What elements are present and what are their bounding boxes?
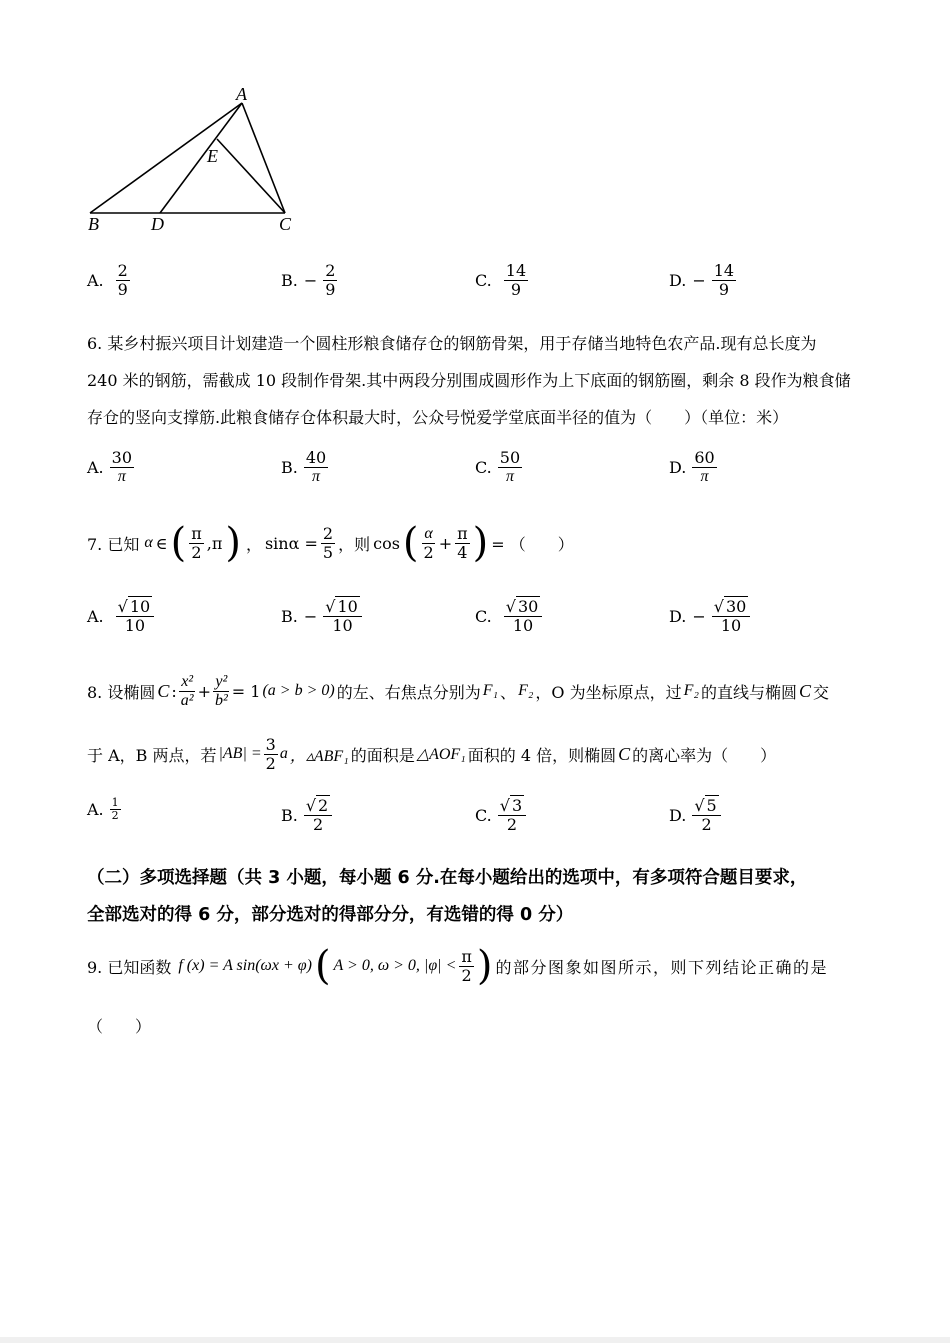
option-fraction: $\frac{14}{9}$ [505,261,527,299]
section-heading-line-1: （二）多项选择题（共 3 小题，每小题 6 分.在每小题给出的选项中，有多项符合题目要求， [87,868,808,888]
label-E: E [207,146,218,166]
option-letter: A. [87,606,104,626]
q8-sep: 、 [500,682,517,702]
q8-line2-a: 于 A，B 两点，若 [87,745,217,765]
q8-cond: (a > b > 0) [262,682,335,700]
q8-a: a [279,745,288,763]
q8-AB: |AB| = [218,745,262,763]
label-C: C [279,214,292,234]
q8-option-c[interactable] [475,797,526,833]
q8-x-fraction: $\frac{\text{x²}}{\text{a²}}$ [180,673,194,709]
option-sign: − [692,606,706,626]
q7-option-b[interactable] [281,598,362,634]
open-paren-icon: ( [314,943,331,989]
option-fraction: $\frac{2}{9}$ [117,261,128,299]
q8-option-d[interactable] [669,797,721,833]
q8-stem-line-1: 8. 设椭圆 C : $\frac{\text{x²}}{\text{a²}}$ + $\frac{\text{y²}}{\text{b²}}$ = 1 (a > b > 0) 的左、右焦点分别为 F₁ 、 F₂ ，O 为坐标原点，过 F₂ 的直线与椭圆 C 交 [87,673,830,709]
option-sign: − [303,270,318,290]
q6-line-3: 存仓的竖向支撑筋.此粮食储存仓体积最大时，公众号悦爱学堂底面半径的值为（ ）（单位：米） [87,408,789,427]
option-letter: C. [475,270,492,290]
q8-prefix: 8. 设椭圆 [87,682,156,702]
close-paren-icon: ) [476,943,493,989]
q7-alpha: α [144,534,153,551]
option-letter: C. [475,805,492,825]
option-fraction: $\frac{√ 10}{10}$ [323,598,362,634]
option-letter: C. [475,606,492,626]
close-paren-icon: ) [472,520,489,566]
q8-mid: 的左、右焦点分别为 [336,682,481,702]
label-B: B [88,214,99,234]
option-letter: D. [669,805,687,825]
option-fraction: $\frac{√ 10}{10}$ [116,598,155,634]
option-sign: − [303,606,318,626]
q7-interval-fraction: $\frac{\pi}{2}$ [191,523,202,562]
q7-cos-fraction-1: $\frac{\alpha}{2}$ [423,524,434,562]
option-fraction: $\frac{√ 30}{10}$ [504,598,543,634]
q7-interval-tail: ,π [206,533,223,553]
q7-option-d[interactable] [669,598,750,634]
option-fraction: $\frac{50}{\pi}$ [499,448,521,485]
option-fraction: $\frac{√ 3}{2}$ [498,797,526,833]
q9-fx: f (x) = A sin(ωx + φ) [178,957,312,974]
option-letter: C. [475,457,492,477]
q5-option-b[interactable] [281,262,337,298]
q9-tail: 的部分图象如图所示，则下列结论正确的是 [495,957,829,977]
q7-then: ，则 [338,534,371,554]
q8-C: C [157,680,170,701]
label-D: D [151,214,164,234]
q6-option-c[interactable] [475,449,522,485]
option-fraction: $\frac{√ 5}{2}$ [692,797,720,833]
q9-prefix: 9. 已知函数 [87,957,172,977]
q8-area2: 面积的 4 倍，则椭圆 [467,745,617,765]
q9-pi-fraction: $\frac{\pi}{2}$ [461,946,472,985]
option-letter: D. [669,457,687,477]
option-letter: B. [281,457,298,477]
q7-in: ∈ [155,533,168,553]
q9-answer-paren: （ ） [87,1017,152,1036]
q7-option-a[interactable] [87,598,154,634]
q8-stem-line-2 [87,736,776,772]
option-fraction: $\frac{√ 30}{10}$ [712,598,751,634]
q6-line-2: 240 米的钢筋，需截成 10 段制作骨架.其中两段分别围成圆形作为上下底面的钢筋圈，剩余 8 段作为粮食储 [87,371,851,390]
q8-eq: = 1 [231,681,261,701]
option-letter: B. [281,270,298,290]
option-fraction: $\frac{1}{2}$ [111,796,119,823]
q8-colon: : [171,681,177,701]
option-fraction: $\frac{2}{9}$ [325,261,336,299]
q7-sin-label: sinα = [264,533,318,553]
q7-cos-fraction-2: $\frac{\pi}{4}$ [457,523,468,562]
section-heading-line-2: 全部选对的得 6 分，部分选对的得部分分，有选错的得 0 分） [87,905,574,925]
option-fraction: $\frac{40}{\pi}$ [305,448,327,485]
q6-line-1: 6. 某乡村振兴项目计划建造一个圆柱形粮食储存仓的钢筋骨架，用于存储当地特色农产品.现有总长度为 [87,334,817,353]
q8-F2b: F₂ [683,682,699,700]
q6-option-a[interactable] [87,449,134,485]
q8-F2: F₂ [518,682,534,700]
q8-Cb: C [798,680,811,701]
q9-cond: A > 0, ω > 0, |φ| < [333,957,457,974]
option-sign: − [692,270,706,290]
q8-tri1: ，▵ABF₁ [289,747,349,765]
q8-ab-fraction: $\frac{3}{2}$ [265,735,276,773]
option-letter: A. [87,800,104,820]
q7-cos-label: cos [373,533,400,553]
triangle-figure [80,80,310,240]
option-fraction: $\frac{√ 2}{2}$ [304,797,332,833]
q7-plus: + [438,533,453,553]
open-paren-icon: ( [170,520,187,566]
q8-option-b[interactable] [281,797,332,833]
q7-option-c[interactable] [475,598,542,634]
option-fraction: $\frac{60}{\pi}$ [694,448,715,485]
close-paren-icon: ) [225,520,241,566]
q8-Cc: C [618,743,631,764]
page-bottom-bar [0,1337,950,1343]
q7-stem: 7. 已知 α ∈ ( $\frac{\pi}{2}$ ,π ) ， sinα = $\frac{2}{5}$ ，则 cos ( $\frac{\alpha}{2}$ + $\frac{\pi}{4}$ ) = （ ） [87,520,574,566]
option-letter: D. [669,270,687,290]
q5-option-c[interactable] [475,262,528,298]
q6-option-d[interactable] [669,449,717,485]
q8-area1: 的面积是 [350,745,415,765]
q8-line-with: 的直线与椭圆 [700,682,797,702]
q6-option-b[interactable] [281,449,328,485]
q5-option-d[interactable] [669,262,736,298]
label-A: A [236,84,247,104]
q5-option-a[interactable] [87,262,130,298]
option-letter: A. [87,457,104,477]
q8-option-a[interactable] [87,797,121,822]
q8-tri2: △AOF₁ [416,746,466,764]
q9-stem [87,943,829,989]
q7-sin-fraction: $\frac{2}{5}$ [322,523,334,562]
q8-jiao: 交 [813,682,830,702]
option-letter: A. [87,270,104,290]
option-letter: B. [281,805,298,825]
option-letter: D. [669,606,687,626]
q7-tail: = （ ） [491,534,574,554]
option-fraction: $\frac{30}{\pi}$ [111,448,132,485]
option-letter: B. [281,606,298,626]
open-paren-icon: ( [402,520,419,566]
q8-F1: F₁ [482,682,499,700]
q8-y-fraction: $\frac{\text{y²}}{\text{b²}}$ [214,673,228,709]
option-fraction: $\frac{14}{9}$ [713,261,735,299]
q7-prefix: 7. 已知 [87,534,140,554]
q8-origin: ，O 为坐标原点，过 [535,682,682,702]
q8-ecc: 的离心率为（ ） [632,745,777,765]
